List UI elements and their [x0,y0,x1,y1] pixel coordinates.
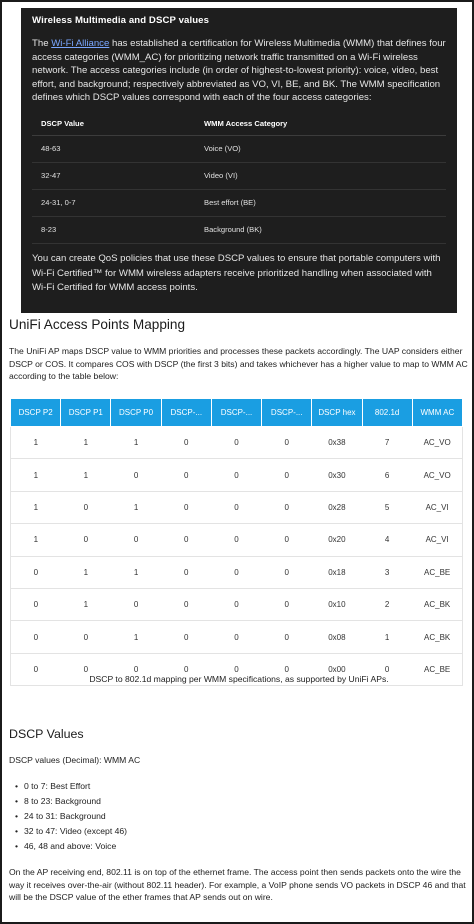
mapping-cell: AC_BE [412,556,462,588]
mapping-cell: 0 [11,621,61,653]
mapping-cell: AC_BK [412,621,462,653]
mapping-cell: 0 [11,588,61,620]
mapping-cell: AC_BE [412,653,462,685]
wmm-category-cell: Background (BK) [195,216,446,243]
list-item: • 0 to 7: Best Effort [24,779,127,794]
mapping-cell: 1 [61,588,111,620]
mapping-cell: 0 [111,653,161,685]
mapping-cell: 0x00 [312,653,362,685]
mapping-cell: 0 [211,588,261,620]
table-row [32,135,446,162]
bullet-icon: • [15,826,19,836]
mapping-cell: 1 [362,621,412,653]
wmm-card-title: Wireless Multimedia and DSCP values [32,15,210,26]
mapping-cell: 0 [211,491,261,523]
mapping-cell: 0 [161,524,211,556]
mapping-cell: 0x28 [312,491,362,523]
column-header-wmm-ac: WMM AC [412,399,462,427]
dscp-value-cell: 48-63 [32,135,195,162]
bullet-icon: • [15,796,19,806]
mapping-cell: 0 [211,427,261,459]
mapping-cell: 0 [61,491,111,523]
column-header-dscp-3: DSCP-... [161,399,211,427]
list-item: • 24 to 31: Background [24,809,127,824]
column-header-8021d: 802.1d [362,399,412,427]
mapping-cell: 0 [161,588,211,620]
table-row [11,588,463,620]
mapping-cell: 0 [161,653,211,685]
mapping-cell: 0 [362,653,412,685]
wmm-category-cell: Video (VI) [195,162,446,189]
mapping-cell: 0 [161,556,211,588]
column-header-wmm-category: WMM Access Category [195,112,446,136]
mapping-cell: 0 [262,621,312,653]
mapping-cell: 0x08 [312,621,362,653]
table-row [32,189,446,216]
mapping-cell: 1 [11,427,61,459]
mapping-cell: 0 [262,556,312,588]
mapping-cell: 0 [61,653,111,685]
mapping-cell: 0x20 [312,524,362,556]
mapping-cell: 6 [362,459,412,491]
mapping-cell: 0 [262,491,312,523]
mapping-cell: 1 [111,621,161,653]
column-header-dscp-p0: DSCP P0 [111,399,161,427]
list-item: • 46, 48 and above: Voice [24,839,127,854]
mapping-cell: 0 [61,621,111,653]
list-item: • 32 to 47: Video (except 46) [24,824,127,839]
mapping-cell: 7 [362,427,412,459]
mapping-cell: 1 [11,491,61,523]
dscp-value-cell: 8-23 [32,216,195,243]
mapping-cell: 0x18 [312,556,362,588]
mapping-cell: 0x38 [312,427,362,459]
dscp-mapping-table [10,398,463,686]
mapping-cell: 3 [362,556,412,588]
mapping-cell: 0 [111,588,161,620]
mapping-cell: 0 [211,621,261,653]
column-header-dscp-hex: DSCP hex [312,399,362,427]
table-row [32,162,446,189]
mapping-table-caption: DSCP to 802.1d mapping per WMM specifications, as supported by UniFi APs. [89,674,389,684]
mapping-cell: 0x10 [312,588,362,620]
mapping-cell: AC_VI [412,491,462,523]
bullet-icon: • [15,781,19,791]
mapping-cell: 0 [161,491,211,523]
column-header-dscp-p1: DSCP P1 [61,399,111,427]
table-row [11,491,463,523]
bullet-icon: • [15,841,19,851]
mapping-paragraph: The UniFi AP maps DSCP value to WMM priorities and processes these packets accordingly. The UAP considers either DSCP or COS. It compares COS with DSCP (the first 3 bits) and takes whichever has a higher value to map to WMM AC according to the table below: [9,346,468,382]
list-item: • 8 to 23: Background [24,794,127,809]
mapping-heading: UniFi Access Points Mapping [9,317,186,332]
mapping-cell: 1 [111,556,161,588]
mapping-cell: 1 [61,459,111,491]
mapping-header-row [11,399,463,427]
mapping-cell: 0 [262,524,312,556]
mapping-cell: AC_VO [412,427,462,459]
wifi-alliance-link[interactable]: Wi-Fi Alliance [51,38,110,49]
mapping-cell: 1 [61,556,111,588]
table-row [11,459,463,491]
wmm-category-cell: Voice (VO) [195,135,446,162]
mapping-cell: 1 [11,524,61,556]
mapping-cell: 0 [211,556,261,588]
wmm-info-card [21,8,457,313]
dscp-closing-paragraph: On the AP receiving end, 802.11 is on top of the ethernet frame. The access point then sends packets onto the wire the way it receives over-the-air (without 802.11 header). For example, a VoIP phone sends VO packets in DSCP 46 and that will be the DSCP value of the ether frames that AP sends out on wire. [9,867,466,903]
wmm-category-cell: Best effort (BE) [195,189,446,216]
table-row [11,427,463,459]
mapping-cell: 0 [11,556,61,588]
table-row [11,524,463,556]
column-header-dscp-4: DSCP-... [211,399,261,427]
mapping-cell: 0 [262,588,312,620]
mapping-cell: 0 [211,653,261,685]
dscp-value-cell: 32-47 [32,162,195,189]
wmm-intro-paragraph: The Wi-Fi Alliance has established a certification for Wireless Multimedia (WMM) that defines four access categories (WMM_AC) for prioritizing network traffic transmitted on a Wi-Fi wireless network. The access categories include (in order of highest-to-lowest priority): voice, video, best effort, and background; respectively abbreviated as VO, VI, BE, and BK. The WMM specification defines which DSCP values correspond with each of the four access categories: [32,38,446,104]
table-row [11,621,463,653]
column-header-dscp-value: DSCP Value [32,112,195,136]
mapping-cell: 0 [61,524,111,556]
wmm-category-table [32,112,446,244]
bullet-icon: • [15,811,19,821]
table-row [32,216,446,243]
dscp-value-cell: 24-31, 0-7 [32,189,195,216]
mapping-cell: 0 [262,427,312,459]
mapping-cell: 0 [211,459,261,491]
dscp-values-list [2,779,127,854]
mapping-cell: 0 [111,524,161,556]
mapping-cell: 1 [111,427,161,459]
column-header-dscp-p2: DSCP P2 [11,399,61,427]
mapping-cell: 2 [362,588,412,620]
mapping-cell: 1 [11,459,61,491]
mapping-cell: 1 [61,427,111,459]
mapping-cell: AC_VI [412,524,462,556]
mapping-cell: 0 [161,427,211,459]
mapping-cell: 0 [161,459,211,491]
table-row [11,556,463,588]
mapping-cell: 0 [111,459,161,491]
mapping-cell: 0 [262,653,312,685]
mapping-cell: AC_VO [412,459,462,491]
mapping-cell: 0 [262,459,312,491]
dscp-values-subtitle: DSCP values (Decimal): WMM AC [9,755,141,765]
mapping-cell: 0 [161,621,211,653]
mapping-cell: 0 [11,653,61,685]
mapping-cell: 0x30 [312,459,362,491]
mapping-cell: AC_BK [412,588,462,620]
wmm-outro-paragraph: You can create QoS policies that use these DSCP values to ensure that portable computers with Wi-Fi Certified™ for WMM wireless adapters receive prioritized handling when associated with Wi-Fi Certified for WMM access points. [32,252,441,294]
wmm-table-header-row [32,112,446,136]
dscp-values-heading: DSCP Values [9,727,84,741]
mapping-cell: 4 [362,524,412,556]
mapping-cell: 1 [111,491,161,523]
mapping-cell: 5 [362,491,412,523]
column-header-dscp-5: DSCP-... [262,399,312,427]
mapping-cell: 0 [211,524,261,556]
